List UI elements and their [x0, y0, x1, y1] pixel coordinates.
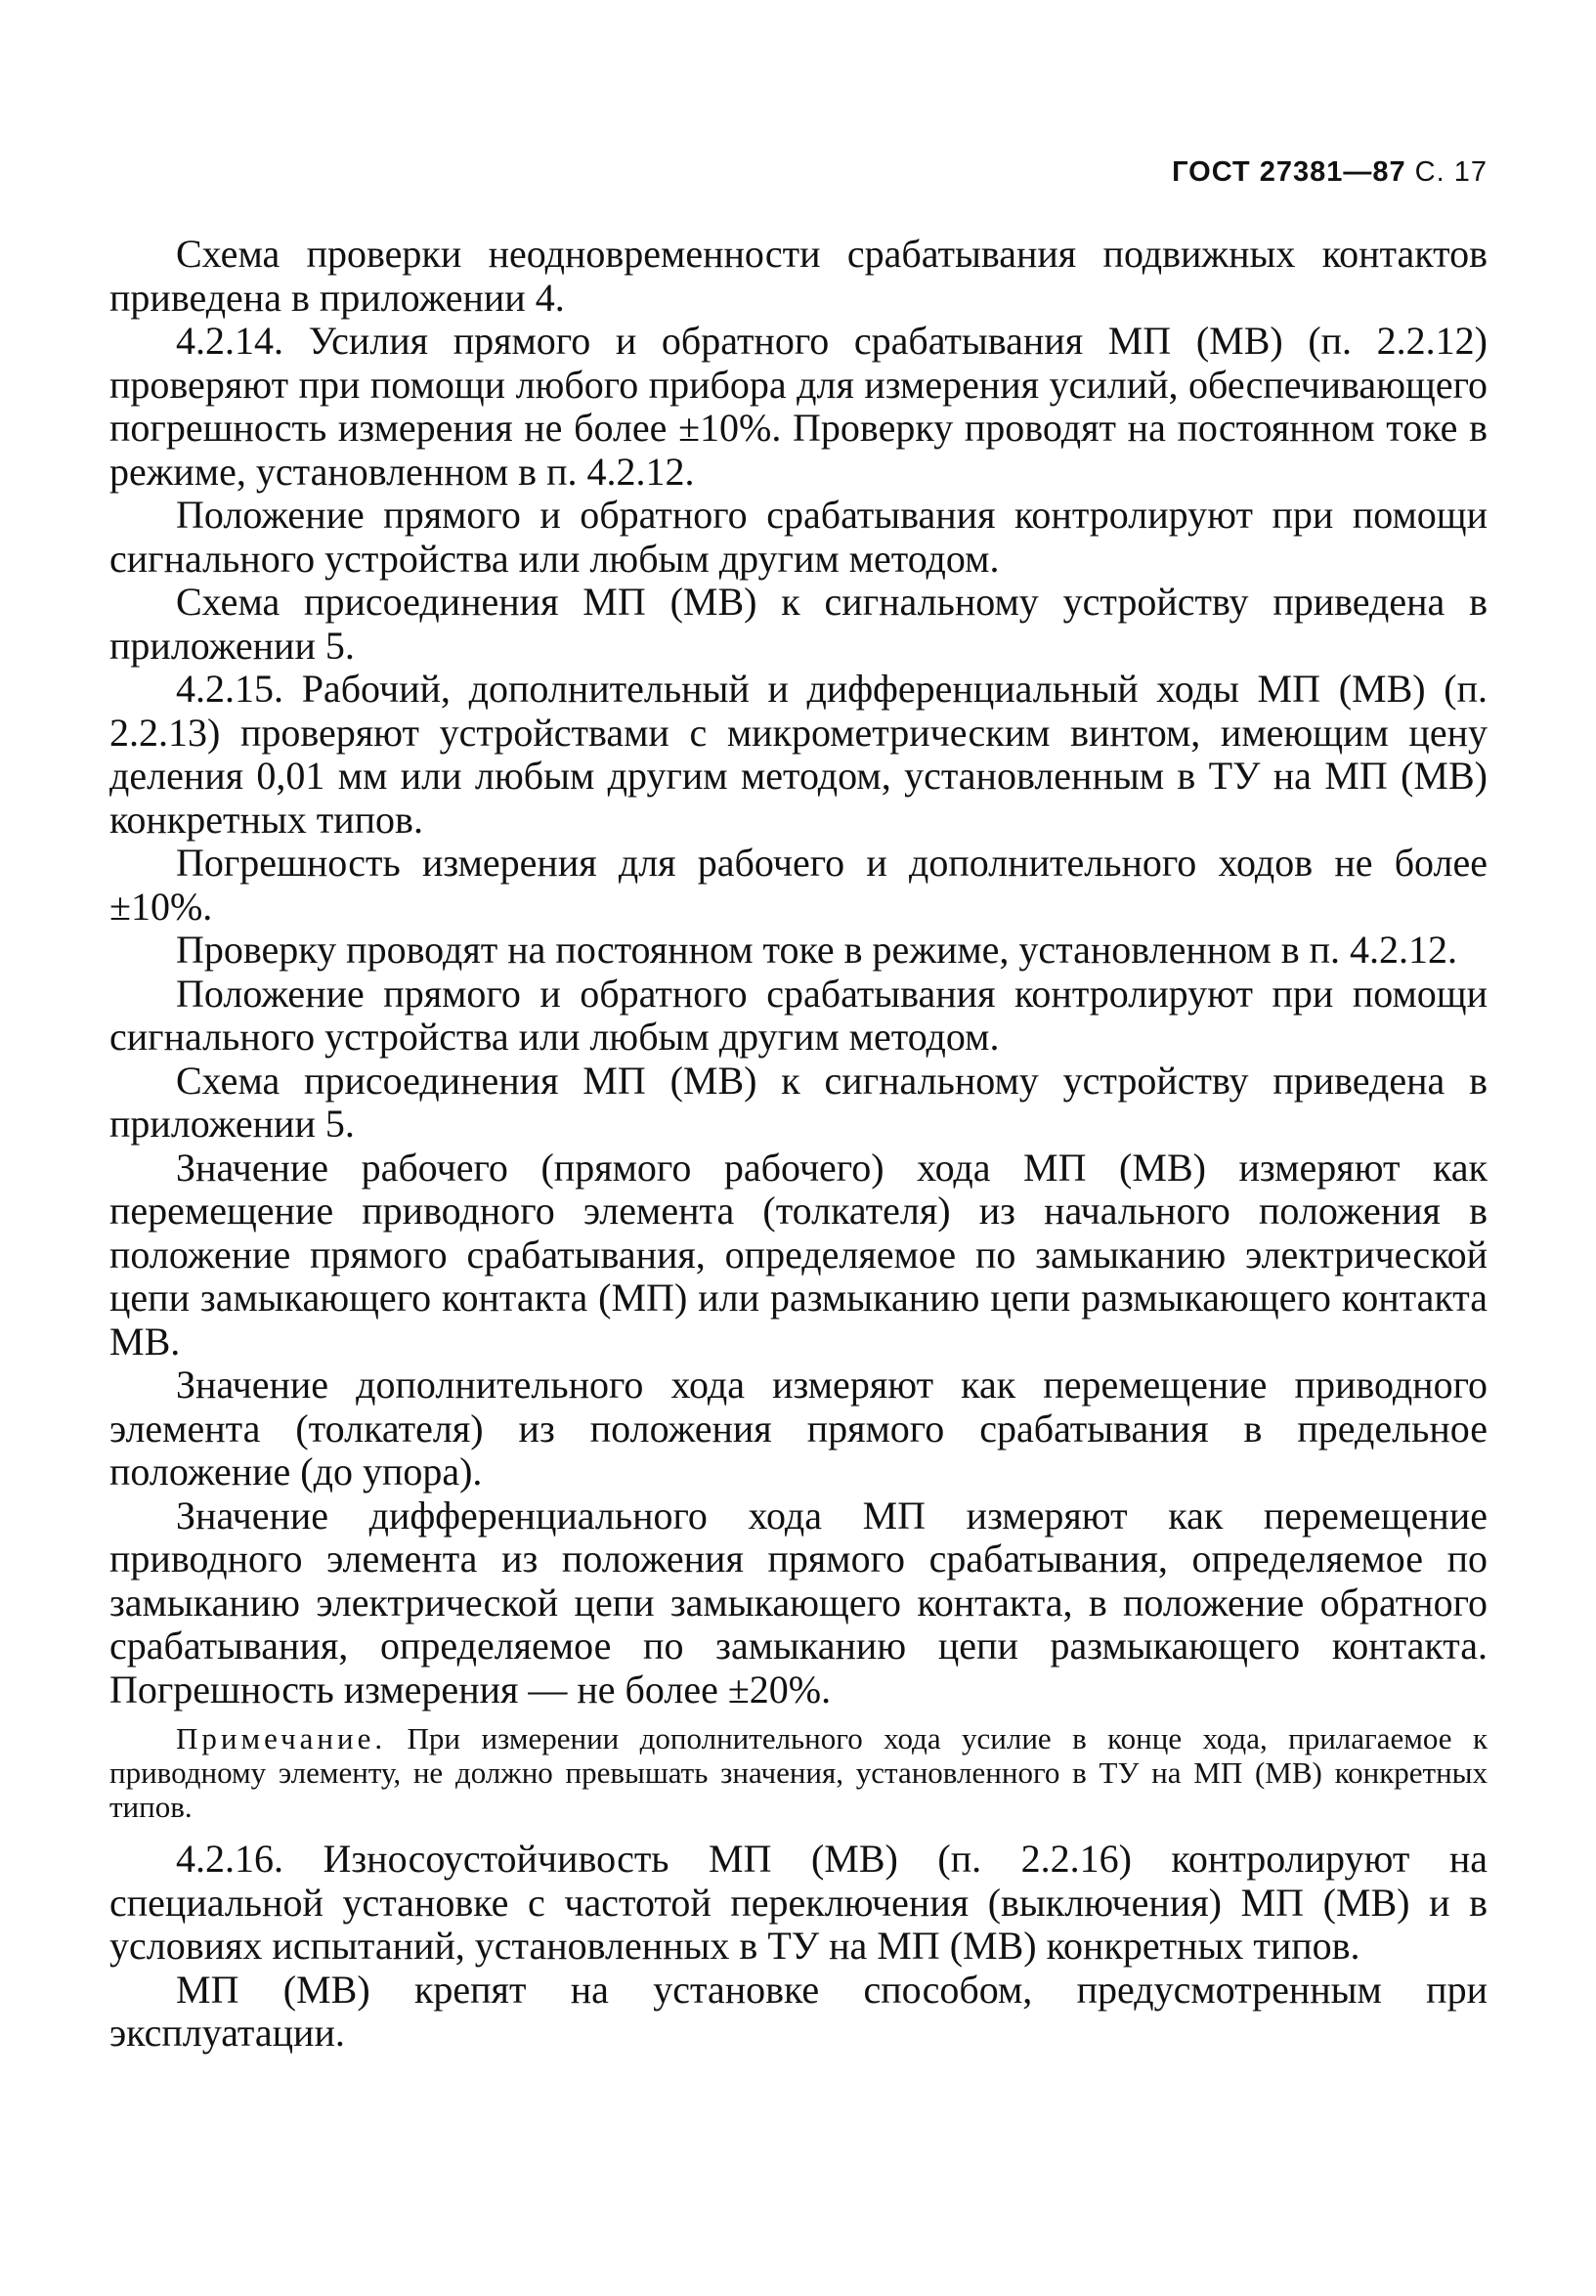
note — [109, 1721, 1488, 1824]
paragraph: 4.2.15. Рабочий, дополнительный и дифференциальный ходы МП (МВ) (п. 2.2.13) проверяют устройствами с микрометрическим винтом, имеющим цену деления 0,01 мм или любым другим методом, установленным в ТУ на МП (МВ) конкретных типов. — [109, 667, 1488, 842]
paragraph: МП (МВ) крепят на установке способом, предусмотренным при эксплуатации. — [109, 1967, 1488, 2055]
paragraph: Значение дополнительного хода измеряют как перемещение приводного элемента (толкателя) из положения прямого срабатывания в предельное положение (до упора). — [109, 1363, 1488, 1494]
note-text: При измерении дополнительного хода усилие в конце хода, прилагаемое к приводному элементу, не должно превышать значения, установленного в ТУ на МП (МВ) конкретных типов. — [109, 1721, 1488, 1824]
paragraph: Положение прямого и обратного срабатывания контролируют при помощи сигнального устройства или любым другим методом. — [109, 971, 1488, 1059]
note-label: Примечание. — [176, 1721, 387, 1755]
paragraph: 4.2.14. Усилия прямого и обратного срабатывания МП (МВ) (п. 2.2.12) проверяют при помощи любого прибора для измерения усилий, обеспечивающего погрешность измерения не более ±10%. Проверку проводят на постоянном токе в режиме, установленном в п. 4.2.12. — [109, 319, 1488, 494]
paragraph: Схема присоединения МП (МВ) к сигнальному устройству приведена в приложении 5. — [109, 1058, 1488, 1146]
document-page — [109, 147, 1488, 2056]
paragraph: Схема проверки неодновременности срабатывания подвижных контактов приведена в приложении 4. — [109, 232, 1488, 320]
paragraph: Положение прямого и обратного срабатывания контролируют при помощи сигнального устройства или любым другим методом. — [109, 493, 1488, 581]
paragraph: 4.2.16. Износоустойчивость МП (МВ) (п. 2.2.16) контролируют на специальной установке с частотой переключения (выключения) МП (МВ) и в условиях испытаний, установленных в ТУ на МП (МВ) конкретных типов. — [109, 1837, 1488, 1968]
paragraph: Погрешность измерения для рабочего и дополнительного ходов не более ±10%. — [109, 841, 1488, 929]
document-body — [109, 233, 1488, 2056]
page-number: С. 17 — [1414, 156, 1488, 188]
paragraph: Проверку проводят на постоянном токе в режиме, установленном в п. 4.2.12. — [176, 928, 1458, 972]
paragraph: Значение рабочего (прямого рабочего) хода МП (МВ) измеряют как перемещение приводного элемента (толкателя) из начального положения в положение прямого срабатывания, определяемое по замыканию электрической цепи замыкающего контакта (МП) или размыканию цепи размыкающего контакта МВ. — [109, 1145, 1488, 1364]
standard-code: ГОСТ 27381—87 — [1172, 156, 1406, 188]
paragraph: Схема присоединения МП (МВ) к сигнальному устройству приведена в приложении 5. — [109, 580, 1488, 668]
paragraph: Значение дифференциального хода МП измеряют как перемещение приводного элемента из положения прямого срабатывания, определяемое по замыканию электрической цепи замыкающего контакта, в положение обратного срабатывания, определяемое по замыканию цепи размыкающего контакта. Погрешность измерения — не более ±20%. — [109, 1493, 1488, 1711]
